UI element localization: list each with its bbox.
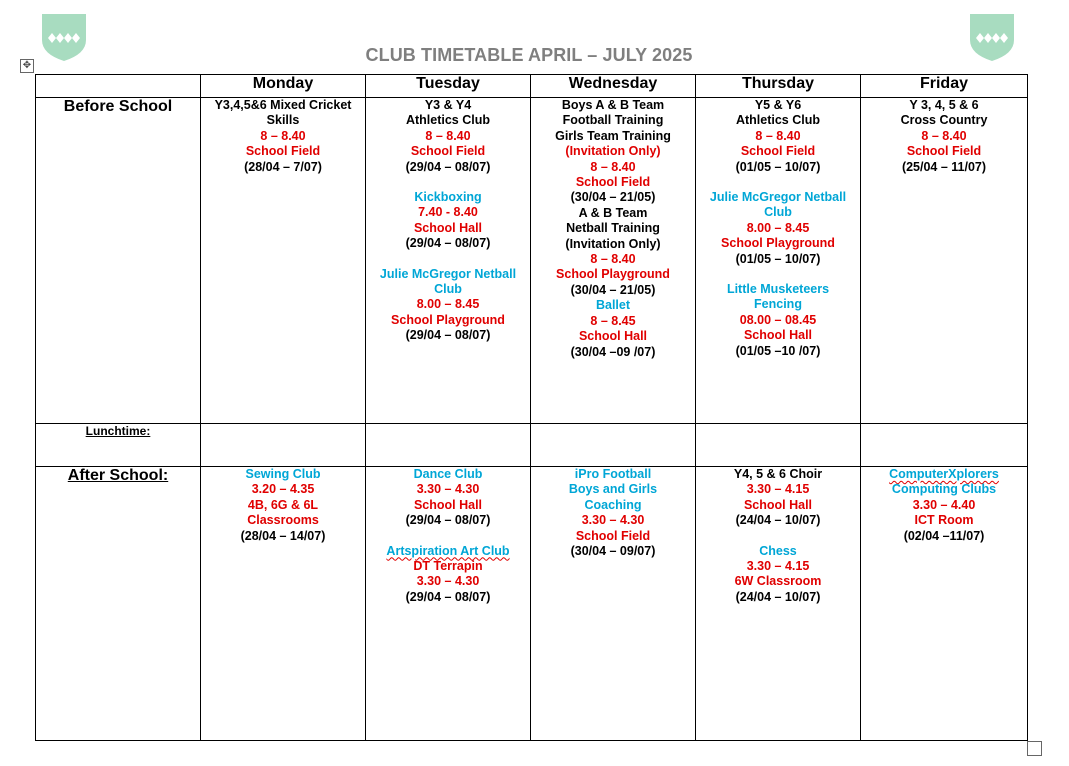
activity-line: Kickboxing bbox=[414, 190, 482, 205]
page-title: CLUB TIMETABLE APRIL – JULY 2025 bbox=[365, 45, 693, 65]
cell-before-friday bbox=[861, 98, 1028, 424]
activity-line: 8 – 8.40 bbox=[921, 128, 967, 143]
activity-line: 3.30 – 4.15 bbox=[746, 482, 810, 497]
activity-line: (29/04 – 08/07) bbox=[405, 236, 491, 251]
activity-line: School Field bbox=[575, 175, 651, 190]
activity-line: Athletics Club bbox=[735, 113, 821, 128]
activity-line: (30/04 – 21/05) bbox=[570, 282, 656, 297]
activity-line: (01/05 – 10/07) bbox=[735, 251, 821, 266]
activity-line: 8 – 8.40 bbox=[590, 159, 636, 174]
corner-cell bbox=[36, 75, 201, 98]
activity-block bbox=[861, 98, 1027, 175]
day-header: Wednesday bbox=[531, 75, 696, 98]
activity-line: (28/04 – 14/07) bbox=[240, 528, 326, 543]
activity-line: Julie McGregor Netball bbox=[709, 190, 847, 205]
activity-block bbox=[696, 282, 860, 359]
activity-block bbox=[696, 467, 860, 529]
activity-line: Netball Training bbox=[566, 221, 660, 236]
activity-line: Cross Country bbox=[900, 113, 988, 128]
day-header: Thursday bbox=[696, 75, 861, 98]
activity-line: 08.00 – 08.45 bbox=[739, 312, 817, 327]
cell-lunch-wednesday bbox=[531, 424, 696, 467]
activity-block bbox=[531, 98, 695, 360]
activity-block bbox=[366, 467, 530, 529]
activity-block bbox=[861, 467, 1027, 544]
activity-line: (24/04 – 10/07) bbox=[735, 589, 821, 604]
activity-line: Athletics Club bbox=[405, 113, 491, 128]
activity-line: Club bbox=[434, 282, 462, 297]
cell-lunch-monday bbox=[201, 424, 366, 467]
row-label-lunchtime: Lunchtime: bbox=[36, 424, 201, 467]
activity-line: A & B Team bbox=[578, 205, 648, 220]
activity-line: Y 3, 4, 5 & 6 bbox=[909, 98, 979, 112]
activity-line: (Invitation Only) bbox=[565, 144, 661, 159]
activity-line: School Field bbox=[245, 144, 321, 159]
activity-line: ICT Room bbox=[914, 513, 974, 528]
activity-line: 3.30 – 4.40 bbox=[912, 497, 976, 512]
cell-after-friday bbox=[861, 467, 1028, 741]
activity-line: Y5 & Y6 bbox=[754, 98, 802, 112]
activity-line: School Field bbox=[575, 528, 651, 543]
activity-line: Computing Clubs bbox=[891, 482, 997, 497]
activity-block bbox=[696, 190, 860, 267]
activity-line: Sewing Club bbox=[245, 467, 321, 481]
activity-line: (30/04 – 21/05) bbox=[570, 190, 656, 205]
day-header: Tuesday bbox=[366, 75, 531, 98]
activity-block bbox=[696, 98, 860, 175]
activity-line: School Playground bbox=[556, 267, 670, 282]
activity-line: (29/04 – 08/07) bbox=[405, 513, 491, 528]
activity-line: School Hall bbox=[578, 329, 648, 344]
day-header: Monday bbox=[201, 75, 366, 98]
activity-line: School Field bbox=[906, 144, 982, 159]
cell-lunch-friday bbox=[861, 424, 1028, 467]
row-label-before-school: Before School bbox=[36, 98, 201, 424]
activity-line: 8.00 – 8.45 bbox=[416, 297, 480, 312]
activity-line: 6W Classroom bbox=[734, 574, 822, 589]
row-label-after-school: After School: bbox=[36, 467, 201, 741]
activity-line: (29/04 – 08/07) bbox=[405, 589, 491, 604]
activity-block bbox=[201, 467, 365, 544]
before-school-row bbox=[36, 98, 1028, 424]
activity-line: (01/05 – 10/07) bbox=[735, 159, 821, 174]
cell-after-wednesday bbox=[531, 467, 696, 741]
cell-after-tuesday bbox=[366, 467, 531, 741]
activity-line: (29/04 – 08/07) bbox=[405, 159, 491, 174]
activity-line: 7.40 - 8.40 bbox=[418, 205, 478, 220]
activity-line: 3.30 – 4.30 bbox=[416, 482, 480, 497]
activity-line: 8 – 8.45 bbox=[590, 313, 636, 328]
activity-line: Boys A & B Team bbox=[561, 98, 665, 112]
activity-line: (29/04 – 08/07) bbox=[405, 328, 491, 343]
activity-block bbox=[366, 267, 530, 344]
day-header: Friday bbox=[861, 75, 1028, 98]
cell-before-tuesday bbox=[366, 98, 531, 424]
activity-line: Girls Team Training bbox=[555, 128, 671, 143]
cell-lunch-thursday bbox=[696, 424, 861, 467]
cell-after-thursday bbox=[696, 467, 861, 741]
activity-block bbox=[366, 190, 530, 252]
activity-line: Little Musketeers bbox=[726, 282, 830, 297]
activity-line: (30/04 – 09/07) bbox=[570, 544, 656, 559]
activity-line: iPro Football bbox=[574, 467, 652, 481]
activity-line: 8 – 8.40 bbox=[260, 128, 306, 143]
activity-line: Y3 & Y4 bbox=[424, 98, 472, 112]
activity-block bbox=[201, 98, 365, 175]
activity-line: 4B, 6G & 6L bbox=[247, 497, 319, 512]
activity-line: (25/04 – 11/07) bbox=[901, 159, 987, 174]
activity-line: (Invitation Only) bbox=[565, 236, 661, 251]
lunchtime-row bbox=[36, 424, 1028, 467]
activity-line: School Playground bbox=[721, 236, 835, 251]
activity-line: School Playground bbox=[391, 312, 505, 327]
activity-line: School Hall bbox=[743, 328, 813, 343]
activity-line: 3.20 – 4.35 bbox=[251, 482, 315, 497]
activity-line: 3.30 – 4.15 bbox=[746, 559, 810, 574]
activity-line: 3.30 – 4.30 bbox=[581, 513, 645, 528]
cell-after-monday bbox=[201, 467, 366, 741]
activity-line: 8 – 8.40 bbox=[425, 128, 471, 143]
activity-line: Julie McGregor Netball bbox=[379, 266, 517, 281]
activity-line: Artspiration Art Club bbox=[386, 543, 510, 558]
activity-block bbox=[366, 544, 530, 606]
activity-line: 3.30 – 4.30 bbox=[416, 574, 480, 589]
activity-line: School Field bbox=[740, 144, 816, 159]
activity-line: Y3,4,5&6 Mixed Cricket bbox=[214, 98, 352, 112]
activity-line: Skills bbox=[266, 113, 300, 128]
activity-line: Boys and Girls bbox=[568, 482, 658, 497]
activity-line: (24/04 – 10/07) bbox=[735, 513, 821, 528]
activity-line: Chess bbox=[759, 543, 797, 558]
day-header-row bbox=[36, 75, 1028, 98]
activity-line: Classrooms bbox=[247, 513, 319, 528]
activity-line: 8 – 8.40 bbox=[590, 252, 636, 267]
activity-line: ComputerXplorers bbox=[889, 467, 999, 481]
activity-line: Coaching bbox=[584, 497, 642, 512]
activity-line: School Hall bbox=[413, 497, 483, 512]
table-move-handle-icon[interactable]: ✥ bbox=[20, 59, 34, 73]
activity-line: (01/05 –10 /07) bbox=[735, 343, 821, 358]
cell-before-monday bbox=[201, 98, 366, 424]
activity-line: School Hall bbox=[743, 497, 813, 512]
activity-block bbox=[696, 544, 860, 606]
activity-line: Dance Club bbox=[413, 467, 483, 481]
activity-line: 8 – 8.40 bbox=[755, 128, 801, 143]
activity-block bbox=[531, 467, 695, 559]
activity-line: Club bbox=[764, 205, 792, 220]
after-school-row bbox=[36, 467, 1028, 741]
activity-line: 8.00 – 8.45 bbox=[746, 220, 810, 235]
activity-line: School Hall bbox=[413, 220, 483, 235]
activity-line: School Field bbox=[410, 144, 486, 159]
cell-lunch-tuesday bbox=[366, 424, 531, 467]
timetable bbox=[35, 74, 1028, 741]
activity-line: Football Training bbox=[562, 113, 664, 128]
activity-line: DT Terrapin bbox=[413, 559, 483, 574]
activity-line: (02/04 –11/07) bbox=[903, 528, 985, 543]
cell-before-thursday bbox=[696, 98, 861, 424]
activity-line: (30/04 –09 /07) bbox=[570, 344, 656, 359]
cell-before-wednesday bbox=[531, 98, 696, 424]
activity-line: Y4, 5 & 6 Choir bbox=[733, 467, 823, 481]
activity-block bbox=[366, 98, 530, 175]
activity-line: (28/04 – 7/07) bbox=[244, 159, 322, 174]
activity-line: Fencing bbox=[754, 297, 802, 312]
activity-line: Ballet bbox=[595, 298, 631, 313]
table-resize-handle[interactable] bbox=[1027, 741, 1042, 756]
